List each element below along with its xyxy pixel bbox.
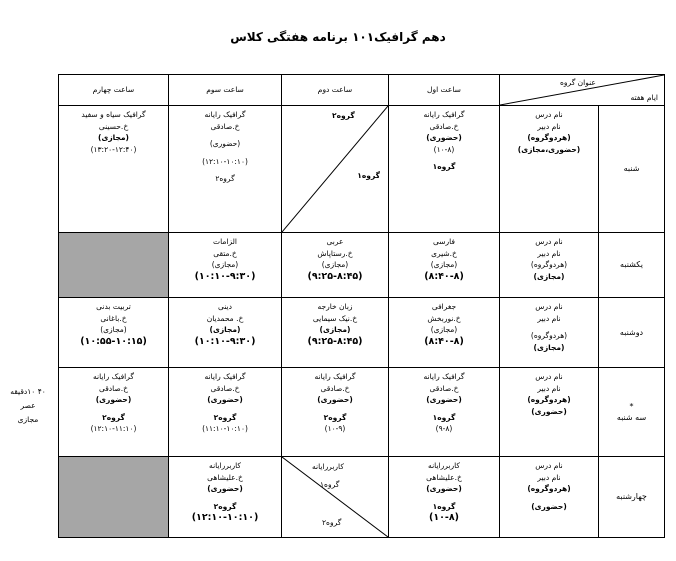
course-name: تربیت بدنی <box>96 302 131 311</box>
mode: (حضوری) <box>426 484 462 493</box>
group: گروه۲ <box>213 501 237 511</box>
class-cell <box>389 368 500 457</box>
teacher-name: خ.باغانی <box>100 313 127 323</box>
teacher-name-label: نام دبیر <box>537 472 561 482</box>
class-cell <box>59 368 169 457</box>
header-slot-1: ساعت اول <box>389 75 500 106</box>
teacher-name-label: نام دبیر <box>537 121 561 131</box>
mode: (مجازی) <box>98 133 129 142</box>
day-cell: دوشنبه <box>599 298 665 368</box>
side-note <box>4 385 52 427</box>
teacher-name: خ.علیشاهی <box>426 472 462 482</box>
time: (۱۰:۱۰-۹:۳۰) <box>194 270 256 282</box>
header-slot-3: ساعت سوم <box>169 75 282 106</box>
class-cell <box>169 368 282 457</box>
class-cell <box>389 233 500 298</box>
empty-cell <box>59 457 169 538</box>
mode-label: (مجازی) <box>533 342 565 352</box>
group-cell <box>500 106 599 233</box>
course-name: عربی <box>326 237 344 246</box>
mode: (حضوری) <box>95 395 132 404</box>
page-title: دهم گرافیک۱۰۱ برنامه هفتگی کلاس <box>230 30 446 44</box>
course-name-label: نام درس <box>535 110 563 119</box>
teacher-name: خ.صادقی <box>320 383 350 393</box>
group-label: (هردوگروه) <box>527 484 571 493</box>
side-note-line: ۴۰ ۱۰دقیقه <box>10 387 46 396</box>
group-cell <box>500 233 599 298</box>
teacher-name-label: نام دبیر <box>537 248 561 258</box>
time: (۱۱:۱۰-۱۰:۱۰) <box>202 424 248 433</box>
class-cell <box>389 457 500 538</box>
class-cell <box>59 106 169 233</box>
mode: (حضوری) <box>207 484 243 493</box>
teacher-name: خ.صادقی <box>429 121 459 131</box>
row-sunday <box>59 233 665 298</box>
day-label: سه شنبه <box>616 413 647 422</box>
mode: (مجازی) <box>209 325 241 334</box>
mode-label: (حضوری،مجازی) <box>517 144 581 154</box>
group-bottom: گروه۲ <box>322 518 342 527</box>
time: (۱۰-۹) <box>324 424 346 433</box>
course-name: گرافیک رایانه <box>423 372 465 381</box>
time: (۱۲:۱۰-۱۰:۱۰) <box>202 156 248 166</box>
side-note-line: عصر <box>20 401 36 410</box>
day-cell: شنبه <box>599 106 665 233</box>
class-cell <box>282 298 389 368</box>
time: (۱۰:۵۵-۱۰:۱۵) <box>80 335 147 347</box>
group-cell <box>500 457 599 538</box>
teacher-name: خ.علیشاهی <box>207 472 243 482</box>
mode-label: (مجازی) <box>533 271 565 281</box>
time: (۹:۲۵-۸:۴۵) <box>307 335 363 347</box>
mode-label: (حضوری) <box>531 406 567 416</box>
row-tuesday <box>59 368 665 457</box>
group-top: گروه۲ <box>332 111 355 120</box>
time: (۱۲:۱۰-۱۱:۱۰) <box>90 424 137 433</box>
course-name: کاربررایانه <box>312 462 344 471</box>
course-name: جغرافی <box>431 302 457 311</box>
mode: (مجازی) <box>100 325 127 334</box>
star-mark: * <box>629 401 634 411</box>
course-name: کاربررایانه <box>209 461 241 470</box>
course-name: الزامات <box>213 237 237 246</box>
header-days-label: ایام هفته <box>630 92 658 102</box>
time: (۹-۸) <box>435 424 453 433</box>
mode: (مجازی) <box>211 260 239 269</box>
course-name: گرافیک رایانه <box>204 110 246 119</box>
diagonal-line <box>282 106 388 232</box>
mode: (حضوری) <box>207 395 243 404</box>
group: گروه۱ <box>432 162 456 171</box>
time: (۱۳:۲۰-۱۲:۴۰) <box>90 144 137 154</box>
course-name: گرافیک رایانه <box>423 110 465 119</box>
teacher-name-label: نام دبیر <box>537 313 561 323</box>
course-name-label: نام درس <box>535 302 563 311</box>
class-cell <box>59 298 169 368</box>
day-cell <box>599 368 665 457</box>
course-name: گرافیک رایانه <box>204 372 246 381</box>
teacher-name: خ.رستاپاش <box>317 248 353 258</box>
teacher-name: خ.شیری <box>431 248 457 258</box>
split-cell <box>282 106 389 233</box>
time: (۹:۲۵-۸:۴۵) <box>307 270 363 282</box>
teacher-name: خ. محمدیان <box>206 313 244 323</box>
time: (۸:۴۰-۸) <box>424 270 464 282</box>
course-name: گرافیک رایانه <box>314 372 356 381</box>
side-note-line: مجازی <box>17 415 39 424</box>
teacher-name: خ.حسینی <box>98 121 129 131</box>
course-name-label: نام درس <box>535 372 563 381</box>
header-group-label: عنوان گروه <box>560 78 596 87</box>
group: گروه۱ <box>432 501 456 511</box>
mode: (مجازی) <box>319 325 351 334</box>
header-row <box>59 75 665 106</box>
group: گروه۲ <box>215 174 235 183</box>
class-cell <box>169 233 282 298</box>
time: (۱۰-۸) <box>433 144 455 154</box>
schedule-table <box>58 74 665 538</box>
teacher-name: خ.نوربخش <box>427 313 461 323</box>
group: گروه۲ <box>323 412 347 422</box>
group-top: گروه۱ <box>320 480 340 489</box>
mode: (حضوری) <box>317 395 353 404</box>
class-cell <box>389 106 500 233</box>
class-cell <box>169 106 282 233</box>
course-name: زبان خارجه <box>317 302 353 311</box>
mode: (حضوری) <box>426 395 462 404</box>
teacher-name: خ.متقی <box>213 248 237 258</box>
group-cell <box>500 368 599 457</box>
mode: (مجازی) <box>430 260 458 269</box>
group: گروه۲ <box>102 412 125 422</box>
course-name: فارسی <box>432 237 456 246</box>
teacher-name: خ.صادقی <box>98 383 129 393</box>
teacher-name: خ.صادقی <box>210 121 240 131</box>
empty-cell <box>59 233 169 298</box>
row-saturday <box>59 106 665 233</box>
course-name-label: نام درس <box>535 461 563 470</box>
teacher-name-label: نام دبیر <box>537 383 561 393</box>
group: گروه۱ <box>432 412 456 422</box>
teacher-name: خ.صادقی <box>429 383 459 393</box>
mode-label: (حضوری) <box>531 501 567 511</box>
time: (۱۲:۱۰-۱۰:۱۰) <box>191 512 259 523</box>
time: (۱۰-۸) <box>428 512 460 523</box>
mode: (مجازی) <box>321 260 349 269</box>
row-monday <box>59 298 665 368</box>
mode: (حضوری) <box>209 139 241 148</box>
header-corner-cell <box>500 75 665 106</box>
group-label: (هردوگروه) <box>527 133 571 142</box>
teacher-name: خ.نیک سیمایی <box>312 313 358 323</box>
row-wednesday <box>59 457 665 538</box>
class-cell <box>282 368 389 457</box>
course-name: گرافیک رایانه <box>93 372 134 381</box>
class-cell <box>169 298 282 368</box>
day-cell: یکشنبه <box>599 233 665 298</box>
course-name: گرافیک سیاه و سفید <box>81 110 146 119</box>
header-slot-4: ساعت چهارم <box>59 75 169 106</box>
split-cell <box>282 457 389 538</box>
mode: (حضوری) <box>426 133 462 142</box>
time: (۱۰:۱۰-۹:۳۰) <box>194 335 256 347</box>
time: (۸:۴۰-۸) <box>424 335 464 347</box>
course-name: کاربررایانه <box>428 461 460 470</box>
header-slot-2: ساعت دوم <box>282 75 389 106</box>
group-label: (هردوگروه) <box>530 260 568 269</box>
group-label: (هردوگروه) <box>527 395 571 404</box>
day-cell: چهارشنبه <box>599 457 665 538</box>
class-cell <box>282 233 389 298</box>
group-bottom: گروه۱ <box>357 171 380 180</box>
class-cell <box>169 457 282 538</box>
teacher-name: خ.صادقی <box>210 383 240 393</box>
group: گروه۲ <box>213 412 237 422</box>
mode: (مجازی) <box>430 325 458 334</box>
course-name: دینی <box>218 302 232 311</box>
group-label: (هردوگروه) <box>530 331 568 340</box>
course-name-label: نام درس <box>535 237 563 246</box>
group-cell <box>500 298 599 368</box>
class-cell <box>389 298 500 368</box>
